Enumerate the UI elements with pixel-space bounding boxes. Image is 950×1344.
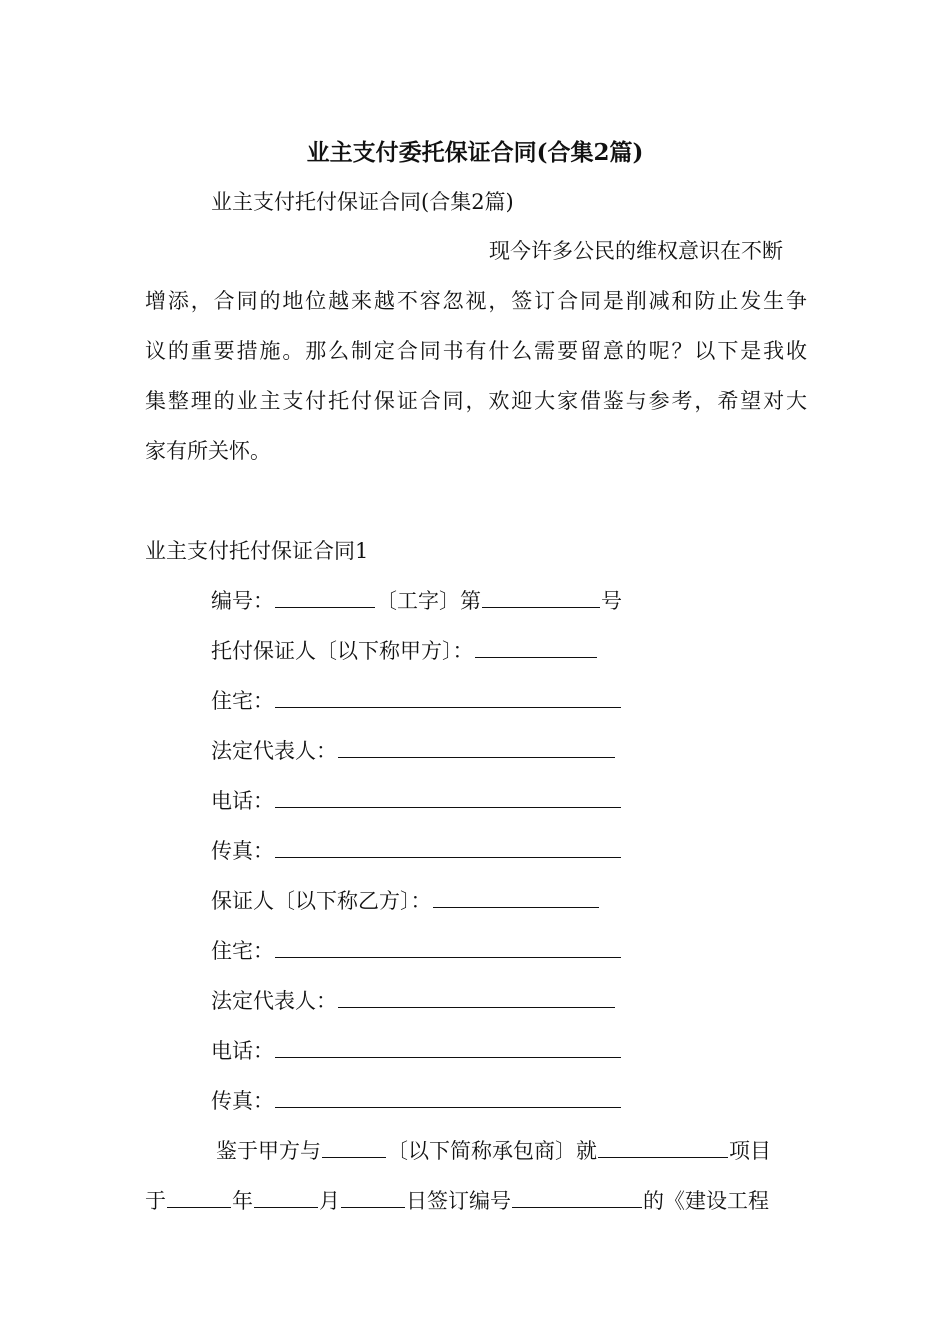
party-b-phone-row <box>211 1037 622 1065</box>
clause-blank-day[interactable] <box>341 1187 405 1208</box>
clause-text: 项目 <box>729 1139 771 1163</box>
party-a-address-blank[interactable] <box>275 687 621 708</box>
party-a-phone-row <box>211 787 622 815</box>
party-b-phone-blank[interactable] <box>275 1037 621 1058</box>
contract-number-suffix: 号 <box>601 589 622 613</box>
party-a-label: 托付保证人〔以下称甲方〕： <box>211 639 474 663</box>
party-b-legal-rep-row <box>211 987 616 1015</box>
clause-text: 日签订编号 <box>406 1189 511 1213</box>
party-a-row <box>211 637 598 665</box>
party-a-blank[interactable] <box>475 637 597 658</box>
phone-label: 电话： <box>211 1039 274 1063</box>
party-a-legal-rep-blank[interactable] <box>338 737 615 758</box>
document-title: 业主支付委托保证合同(合集2篇) <box>306 139 644 166</box>
clause-text: 年 <box>232 1189 253 1213</box>
party-b-blank[interactable] <box>433 887 599 908</box>
party-a-legal-rep-row <box>211 737 616 765</box>
party-a-fax-blank[interactable] <box>275 837 621 858</box>
party-b-fax-blank[interactable] <box>275 1087 621 1108</box>
legal-rep-label: 法定代表人： <box>211 739 337 763</box>
intro-line-1: 现今许多公民的维权意识在不断 <box>489 239 783 263</box>
party-b-address-blank[interactable] <box>275 937 621 958</box>
clause-blank-number[interactable] <box>512 1187 642 1208</box>
party-b-fax-row <box>211 1087 622 1115</box>
party-b-label: 保证人〔以下称乙方〕： <box>211 889 432 913</box>
contract-number-middle: 〔工字〕第 <box>376 589 481 613</box>
clause-blank-month[interactable] <box>254 1187 318 1208</box>
party-a-phone-blank[interactable] <box>275 787 621 808</box>
clause-text: 于 <box>145 1189 166 1213</box>
clause-blank-project[interactable] <box>598 1137 728 1158</box>
party-b-address-row <box>211 937 622 965</box>
contract-number-blank-1[interactable] <box>275 587 375 608</box>
intro-line-3: 议的重要措施。那么制定合同书有什么需要留意的呢？以下是我收 <box>145 339 807 363</box>
fax-label: 传真： <box>211 1089 274 1113</box>
intro-line-4: 集整理的业主支付托付保证合同，欢迎大家借鉴与参考，希望对大 <box>145 389 807 413</box>
address-label: 住宅： <box>211 689 274 713</box>
party-a-fax-row <box>211 837 622 865</box>
clause-text: 鉴于甲方与 <box>216 1139 321 1163</box>
clause-text: 〔以下简称承包商〕就 <box>387 1139 597 1163</box>
clause-line-2 <box>145 1187 769 1215</box>
document-subtitle: 业主支付托付保证合同(合集2篇) <box>211 190 514 214</box>
section-heading: 业主支付托付保证合同1 <box>145 539 369 563</box>
contract-number-row <box>211 587 622 615</box>
clause-text: 的《建设工程 <box>643 1189 769 1213</box>
legal-rep-label: 法定代表人： <box>211 989 337 1013</box>
clause-line-1 <box>216 1137 771 1165</box>
contract-number-label: 编号： <box>211 589 274 613</box>
contract-number-blank-2[interactable] <box>482 587 600 608</box>
intro-line-2: 增添，合同的地位越来越不容忽视，签订合同是削减和防止发生争 <box>145 289 807 313</box>
fax-label: 传真： <box>211 839 274 863</box>
party-a-address-row <box>211 687 622 715</box>
clause-blank-year[interactable] <box>167 1187 231 1208</box>
clause-blank-contractor[interactable] <box>322 1137 386 1158</box>
party-b-legal-rep-blank[interactable] <box>338 987 615 1008</box>
party-b-row <box>211 887 600 915</box>
clause-text: 月 <box>319 1189 340 1213</box>
intro-line-5: 家有所关怀。 <box>145 439 271 463</box>
address-label: 住宅： <box>211 939 274 963</box>
phone-label: 电话： <box>211 789 274 813</box>
